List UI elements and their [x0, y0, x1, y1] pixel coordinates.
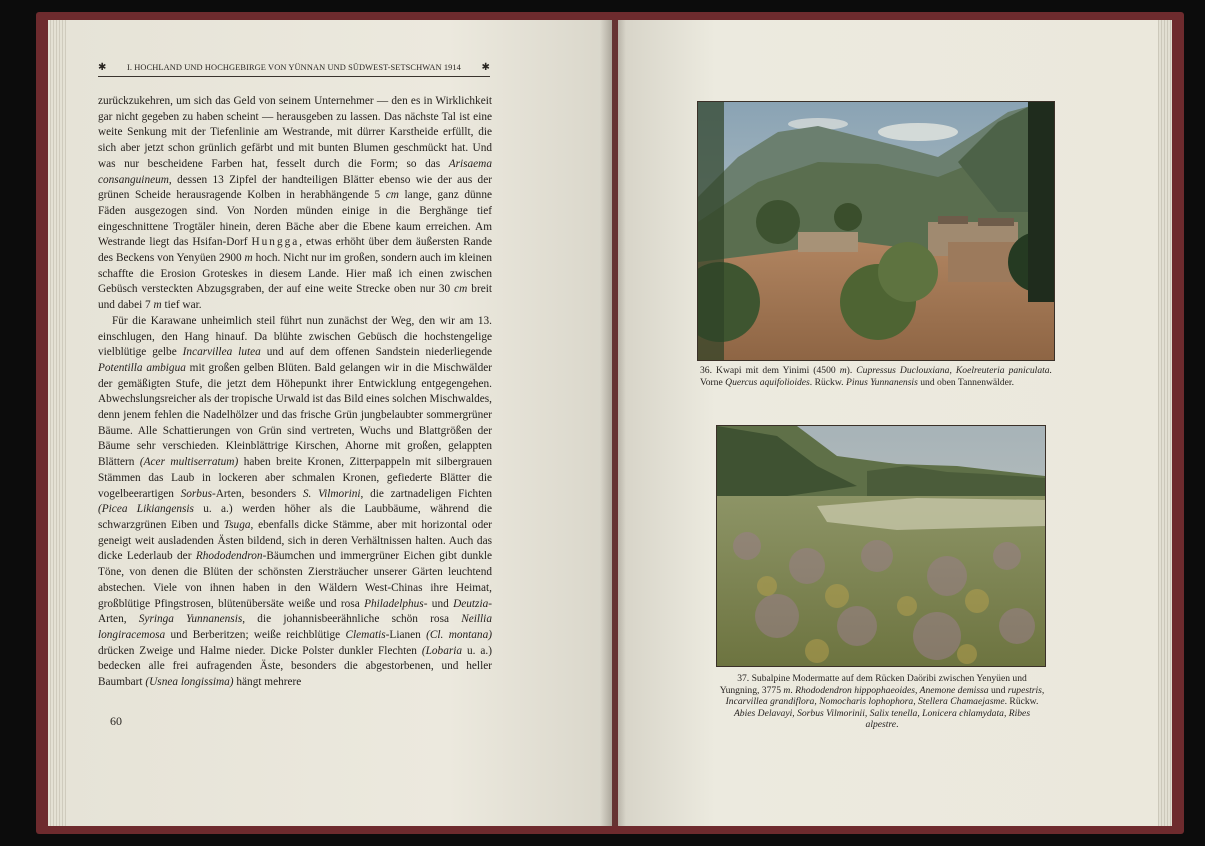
- ornament-star-left-icon: ✱: [98, 62, 107, 73]
- paragraph-run: -Lianen: [385, 628, 427, 641]
- running-head-rule: [98, 76, 490, 77]
- paragraph-run: m: [244, 252, 253, 265]
- paragraph-run: hängt mehrere: [233, 676, 302, 689]
- caption-37-run: Rhododendron hippophaeoides, Anemone demissa: [795, 684, 989, 696]
- caption-37-run: rupestris, Incarvillea grandiflora, Nomocharis lophophora, Stellera Chamaejasme: [725, 684, 1045, 707]
- paragraph-run: lange, ganz dünne Fäden ausgezogen sind. Von Norden münden einige in die Berghänge tief eingeschnittene Trogtäler hinein, deren Bäche aber die Ebene kaum erreichen. Am Westrande liegt das Hsifan-Dorf: [98, 189, 492, 249]
- paragraph-run: Tsuga: [223, 518, 251, 531]
- paragraph-run: , die johannisbeerähnliche schön rosa: [242, 613, 462, 626]
- paragraph-run: Für die Karawane unheimlich steil führt nun zunächst der Weg, den wir am 13. einschlugen, den Hang hinauf. Da blühte zwischen Gebüsch die hochstengelige vielblütige gelbe: [98, 314, 492, 359]
- paragraph-run: (Usnea longissima): [145, 676, 234, 689]
- book-gutter: [600, 20, 626, 826]
- paragraph-run: (Picea Likiangensis: [98, 503, 194, 516]
- paragraph-run: (Lobaria: [421, 644, 463, 657]
- paragraph: [98, 314, 492, 691]
- caption-36-run: und oben Tannenwälder.: [917, 376, 1014, 388]
- caption-figure-36-text: [700, 365, 1052, 388]
- paragraph-run: Clematis: [345, 628, 386, 641]
- paragraph-run: u. a.) werden höher als die Laubbäume, während die schwarzgrünen Eiben und: [98, 503, 493, 531]
- paragraph-run: breit und dabei 7: [98, 283, 492, 312]
- paragraph-run: , etwas erhöht über dem äußersten Rande des Beckens von Yenyüen 2900: [98, 236, 492, 265]
- ornament-star-right-icon: ✱: [481, 62, 490, 73]
- caption-figure-36: [700, 365, 1052, 388]
- paragraph-run: m: [153, 299, 162, 312]
- paragraph-run: , dessen 13 Zipfel der handteiligen Blätter ebenso wie der aus der grünen Scheide herausragende Kolben in herabhängende 5: [98, 173, 492, 202]
- paragraph-run: cm: [454, 283, 468, 296]
- paragraph-run: -Arten, besonders: [212, 487, 303, 500]
- paragraph-run: Incarvillea lutea: [182, 346, 261, 359]
- paragraph-run: Hungga: [251, 236, 300, 249]
- caption-37-run: 37. Subalpine Modermatte auf dem Rücken Daöribi zwischen Yenyüen und Yungning, 3775: [719, 673, 1027, 696]
- caption-36-run: Quercus aquifolioides: [725, 376, 810, 388]
- page-number: 60: [110, 714, 122, 728]
- paragraph: [98, 94, 492, 314]
- paragraph-run: zurückzukehren, um sich das Geld von seinem Unternehmer — den es in Wirklichkeit gar nicht gegeben zu haben scheint — herausgeben zu lassen. Das nächste Tal ist eine weite Senkung mit der Tiefenlinie am Westrande, mit dürrer Karstheide erfüllt, die sich aber jetzt schon grünlich gefärbt und mit bunten Blumen geschmückt hat. Und was nur bescheidene Farben hat, fesselt durch die Form; so das: [98, 95, 492, 170]
- paragraph-run: Potentilla ambigua: [98, 361, 186, 374]
- caption-36-run: . Rückw.: [809, 376, 846, 388]
- photo-subalpine-meadow-image: [717, 426, 1045, 666]
- paragraph-run: u. a.) bedecken alle frei aufragenden Äste, besonders die abgestorbenen, und heller Baumbart: [98, 644, 492, 689]
- paragraph-run: Deutzia: [453, 597, 489, 610]
- paragraph-run: Philadelphus: [364, 597, 424, 610]
- photo-kwapi-village: [697, 101, 1055, 361]
- photo-kwapi-village-image: [698, 102, 1054, 360]
- caption-36-run: ).: [846, 365, 857, 376]
- caption-36-run: Vorne: [700, 376, 726, 388]
- caption-36-run: Cupressus Duclouxiana, Koelreuteria paniculata.: [856, 365, 1052, 376]
- caption-37-run: m: [783, 684, 791, 696]
- paragraph-run: hoch. Nicht nur im großen, sondern auch im kleinen schaffte die Erosion Groteskes in diesem Lande. Hier maß ich einen zwischen Gebüsch versteckten Abzugsgraben, der auf eine weite Strecke oben nur 30: [98, 252, 492, 296]
- caption-37-run: .: [790, 684, 796, 696]
- caption-37-run: Abies Delavayi, Sorbus Vilmorinii, Salix tenella, Lonicera chlamydata, Ribes alpestre: [733, 707, 1031, 730]
- paragraph-run: , ebenfalls dicke Stämme, aber mit horizontal oder geneigt weit ausladenden Ästen bildend, sich in deren Verhältnissen halten. Auch das dicke Lederlaub der: [98, 518, 492, 563]
- caption-36-run: m: [839, 365, 847, 376]
- paragraph-run: drücken Zweige und Halme nieder. Dicke Polster dunkler Flechten: [98, 644, 422, 657]
- paragraph-run: Arisaema consanguineum: [98, 157, 492, 186]
- paragraph-run: (Cl. montana): [426, 628, 492, 641]
- paragraph-run: Rhododendron: [195, 550, 263, 563]
- caption-37-run: und: [988, 684, 1008, 696]
- paragraph-run: , die zartnadeligen Fichten: [360, 487, 493, 500]
- paragraph-run: - und: [423, 597, 454, 610]
- caption-36-run: Pinus Yunnanensis: [845, 376, 918, 388]
- paragraph-run: haben breite Kronen, Zitterpappeln mit silbergrauen Stämmen das Laub in lockeren aber schmalen Kronen, gefiederte Blätter die vogelbeerartigen: [98, 456, 492, 500]
- paragraph-run: Sorbus: [180, 487, 212, 500]
- photo-subalpine-meadow: [716, 425, 1046, 667]
- caption-37-run: .: [896, 719, 899, 730]
- caption-37-run: . Rückw.: [1004, 696, 1039, 707]
- body-text: [98, 94, 492, 691]
- caption-36-run: 36. Kwapi mit dem Yinimi (4500: [700, 365, 840, 376]
- paragraph-run: und Berberitzen; weiße reichblütige: [165, 628, 346, 641]
- paragraph-run: Syringa Yunnanensis: [138, 613, 243, 626]
- paragraph-run: und auf dem offenen Sandstein niederliegende: [260, 346, 492, 359]
- running-head: [98, 62, 490, 73]
- paragraph-run: Neillia longiracemosa: [98, 613, 492, 641]
- paragraph-run: -Bäumchen und immergrüner Eichen gibt dunkle Töne, von denen die Blüten der schönsten Ziersträucher unserer Gärten leuchtend abstechen. Viele von ihnen haben in den Wäldern West-Chinas ihre Heimat, großblütige Pfingstrosen, blütenübersäte weiße und rosa: [98, 550, 492, 610]
- paragraph-run: tief war.: [161, 299, 202, 312]
- paragraph-run: mit großen gelben Blüten. Bald gelangen wir in die Mischwälder der gemäßigten Stufe, die jetzt dem Höhepunkt ihrer Entwicklung entgegengehen. Abwechslungsreicher als der tropische Urwald ist das Bild eines solchen Mischwaldes, denn jenem fehlen die Nadelhölzer und das frische Grün jungbelaubter sommergrüner Bäume. Alle Schattierungen von Grün sind vertreten, Wuchs und Blattgrößen der Bäume sehr verschieden. Kleinblättrige Kirschen, Ahorne mit großen, gelappten Blättern: [98, 361, 492, 469]
- paragraph-run: -Arten,: [98, 597, 493, 626]
- running-head-text: I. HOCHLAND UND HOCHGEBIRGE VON YÜNNAN UND SÜDWEST-SETSCHWAN 1914: [127, 63, 461, 72]
- paragraph-run: (Acer multiserratum): [139, 456, 239, 469]
- caption-figure-37-text: [718, 673, 1046, 731]
- paragraph-run: S. Vilmorini: [302, 487, 361, 500]
- caption-figure-37: [718, 673, 1046, 731]
- paragraph-run: cm: [385, 189, 399, 202]
